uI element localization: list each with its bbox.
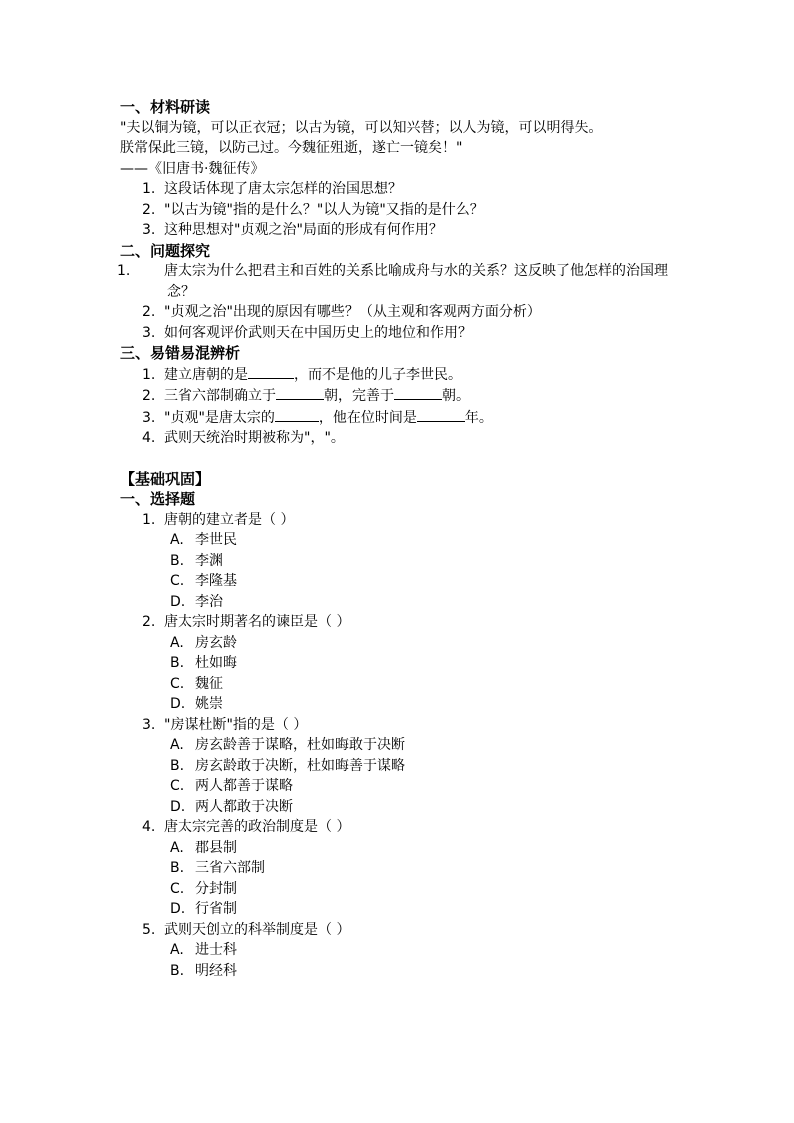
question-item: 2. "以古为镜"指的是什么？"以人为镜"又指的是什么？	[142, 201, 484, 218]
worksheet	[117, 97, 680, 981]
section-title-consolidation: 【基础巩固】	[120, 469, 211, 488]
choice-option[interactable]: C. 李隆基	[170, 573, 237, 589]
choice-option[interactable]: A. 李世民	[170, 532, 237, 548]
spacer	[120, 449, 680, 469]
choice-question: 3. "房谋杜断"指的是（ ）	[142, 716, 308, 733]
answer-blank[interactable]	[275, 407, 319, 422]
answer-blank[interactable]	[417, 407, 465, 422]
choice-option[interactable]: B. 李渊	[170, 552, 223, 569]
question-item: 1. 这段话体现了唐太宗怎样的治国思想？	[142, 181, 402, 197]
choice-option[interactable]: A. 郡县制	[170, 839, 237, 856]
answer-blank[interactable]	[276, 385, 324, 400]
choice-option[interactable]: C. 分封制	[170, 880, 237, 897]
question-item: 3. 这种思想对"贞观之治"局面的形成有何作用？	[142, 222, 443, 238]
choice-question: 2. 唐太宗时期著名的谏臣是（ ）	[142, 614, 351, 630]
fill-blank-item: 4. 武则天统治时期被称为"，"。	[142, 430, 345, 446]
question-item: 2. "贞观之治"出现的原因有哪些？（从主观和客观两方面分析）	[142, 304, 541, 320]
quote-line-1: "夫以铜为镜，可以正衣冠；以古为镜，可以知兴替；以人为镜，可以明得失。	[120, 119, 603, 136]
section-title-material-reading: 一、材料研读	[120, 98, 211, 116]
choice-option[interactable]: D. 两人都敢于决断	[170, 798, 293, 815]
quote-line-2: 朕常保此三镜，以防己过。今魏征殂逝，遂亡一镜矣！"	[120, 140, 463, 156]
choice-question: 4. 唐太宗完善的政治制度是（ ）	[142, 819, 351, 835]
choice-option[interactable]: C. 魏征	[170, 675, 223, 692]
choice-option[interactable]: A. 房玄龄	[170, 634, 237, 651]
answer-blank[interactable]	[394, 385, 442, 400]
section-title-inquiry: 二、问题探究	[120, 241, 211, 260]
choice-question: 1. 唐朝的建立者是（ ）	[142, 511, 295, 528]
choice-option[interactable]: C. 两人都善于谋略	[170, 778, 293, 794]
choice-option[interactable]: B. 房玄龄敢于决断，杜如晦善于谋略	[170, 757, 405, 774]
fill-blank-item: 3. "贞观"是唐太宗的 ，他在位时间是 年。	[120, 407, 680, 429]
fill-blank-item: 2. 三省六部制确立于 朝，完善于 朝。	[120, 385, 680, 407]
choice-option[interactable]: A. 房玄龄善于谋略，杜如晦敢于决断	[170, 737, 405, 753]
fill-blank-item: 1. 建立唐朝的是 ，而不是他的儿子李世民。	[120, 364, 680, 386]
answer-blank[interactable]	[248, 364, 294, 379]
choice-option[interactable]: B. 杜如晦	[170, 655, 237, 671]
section-title-error-analysis: 三、易错易混辨析	[120, 344, 241, 362]
choice-question: 5. 武则天创立的科举制度是（ ）	[142, 921, 351, 938]
choice-option[interactable]: B. 三省六部制	[170, 860, 265, 876]
choice-option[interactable]: D. 行省制	[170, 901, 237, 917]
question-item: 1. 唐太宗为什么把君主和百姓的关系比喻成舟与水的关系？这反映了他怎样的治国理念？	[117, 263, 668, 300]
choice-option[interactable]: D. 姚崇	[170, 696, 223, 712]
subsection-title-multiple-choice: 一、选择题	[120, 490, 196, 508]
question-item: 3. 如何客观评价武则天在中国历史上的地位和作用？	[142, 324, 472, 341]
quote-source: ——《旧唐书·魏征传》	[120, 160, 265, 177]
choice-option[interactable]: B. 明经科	[170, 962, 237, 979]
choice-option[interactable]: D. 李治	[170, 593, 223, 610]
choice-option[interactable]: A. 进士科	[170, 942, 237, 958]
